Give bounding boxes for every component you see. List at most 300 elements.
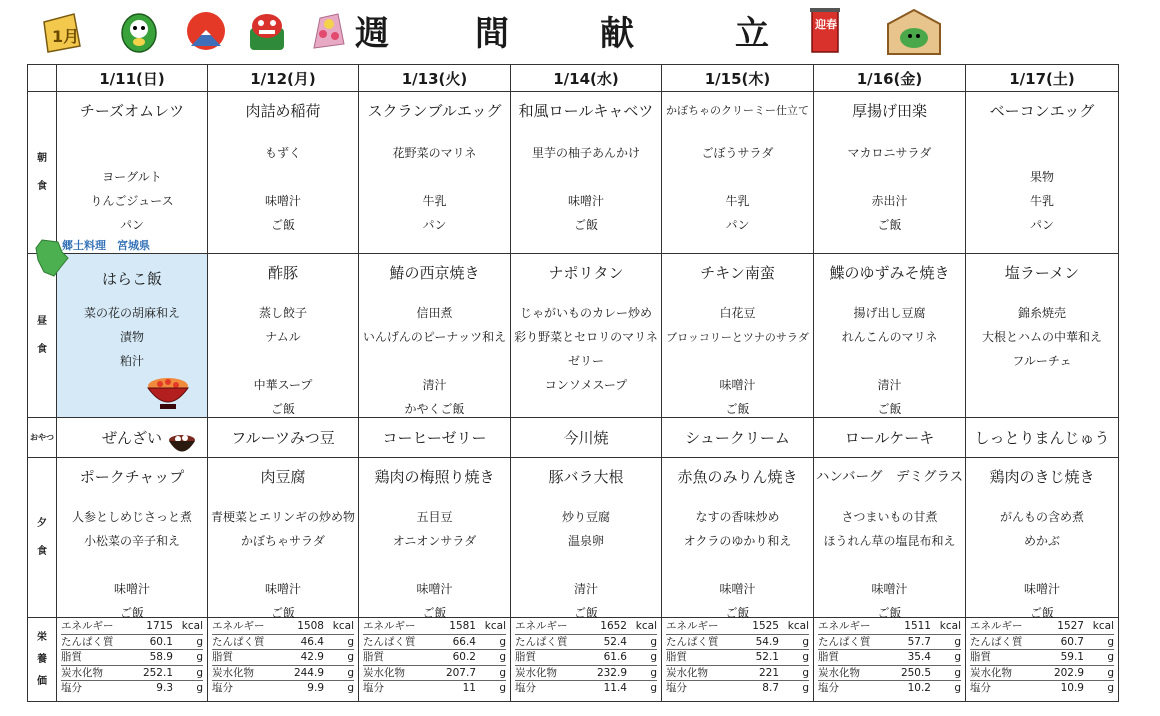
breakfast-side-dish: 牛乳 bbox=[422, 194, 447, 208]
nutrition-cell bbox=[662, 618, 814, 702]
dinner-cell bbox=[814, 458, 966, 618]
nutrition-unit: g bbox=[499, 682, 506, 695]
breakfast-side-dish: ご飯 bbox=[877, 218, 902, 232]
nutrition-cell bbox=[511, 618, 662, 702]
nutrition-value bbox=[301, 650, 354, 665]
nutrition-label-text: たんぱく質 bbox=[515, 635, 568, 648]
nutrition-value bbox=[156, 681, 203, 696]
lunch-cell bbox=[208, 254, 359, 418]
nutrition-value bbox=[752, 619, 809, 634]
breakfast-label: 朝 食 bbox=[28, 92, 57, 254]
nutrition-protein-row bbox=[363, 635, 506, 651]
nutrition-energy-row bbox=[363, 619, 506, 635]
breakfast-cell bbox=[359, 92, 511, 254]
nutrition-unit: kcal bbox=[635, 620, 657, 632]
lunch-side-dish: コンソメスープ bbox=[544, 378, 628, 392]
nutrition-protein-row bbox=[818, 635, 961, 651]
nutrition-salt-row bbox=[61, 681, 203, 696]
breakfast-cell bbox=[662, 92, 814, 254]
dinner-cell bbox=[208, 458, 359, 618]
nutrition-number: 202.9 bbox=[1053, 666, 1084, 679]
nutrition-value bbox=[301, 635, 354, 650]
dinner-side-dish: ご飯 bbox=[725, 606, 750, 620]
nutrition-label-text: 脂質 bbox=[61, 651, 82, 664]
breakfast-main-dish: 和風ロールキャベツ bbox=[518, 102, 654, 120]
breakfast-cell bbox=[511, 92, 662, 254]
nutrition-fat-row bbox=[212, 650, 354, 666]
nutrition-number: 221 bbox=[758, 666, 779, 679]
nutrition-value bbox=[446, 666, 506, 681]
nutrition-number: 59.1 bbox=[1060, 651, 1084, 664]
nutrition-carb-row bbox=[363, 666, 506, 682]
lunch-main-dish: 酢豚 bbox=[267, 264, 298, 282]
nutrition-label-text: 炭水化物 bbox=[818, 666, 860, 679]
breakfast-side-dish: ご飯 bbox=[573, 218, 598, 232]
header bbox=[0, 0, 1160, 64]
date-cell: 1/13(火) bbox=[359, 65, 511, 92]
nutrition-unit: g bbox=[650, 682, 657, 695]
lunch-main-dish: ナポリタン bbox=[548, 264, 624, 282]
breakfast-main-dish: スクランブルエッグ bbox=[367, 102, 502, 120]
nutrition-energy-row bbox=[212, 619, 354, 635]
snack-cell: ぜんざい bbox=[57, 418, 208, 458]
nutrition-fat-row bbox=[666, 650, 809, 666]
dinner-side-dish: ほうれん草の塩昆布和え bbox=[823, 534, 956, 548]
nutrition-number: 35.4 bbox=[907, 651, 931, 664]
nutrition-number: 60.1 bbox=[149, 635, 173, 648]
title-char: 週 bbox=[355, 14, 389, 54]
lunch-cell bbox=[359, 254, 511, 418]
nutrition-label-text: エネルギー bbox=[818, 620, 871, 632]
nutrition-label-text: 炭水化物 bbox=[515, 666, 557, 679]
nutrition-number: 66.4 bbox=[452, 635, 476, 648]
snack-cell: しっとりまんじゅう bbox=[966, 418, 1119, 458]
nutrition-value bbox=[597, 666, 657, 681]
nutrition-number: 1715 bbox=[146, 620, 173, 632]
lunch-side-dish: 錦糸焼売 bbox=[1017, 306, 1066, 320]
lunch-main-dish: 鰆の西京焼き bbox=[389, 264, 480, 282]
breakfast-main-dish: ベーコンエッグ bbox=[989, 102, 1095, 120]
nutrition-carb-row bbox=[970, 666, 1114, 682]
nutrition-number: 1511 bbox=[904, 620, 931, 632]
nutrition-fat-row bbox=[515, 650, 657, 666]
nutrition-number: 1525 bbox=[752, 620, 779, 632]
dinner-cell bbox=[57, 458, 208, 618]
snack-cell: ロールケーキ bbox=[814, 418, 966, 458]
nutrition-label-text: 炭水化物 bbox=[212, 666, 254, 679]
nutrition-fat-row bbox=[363, 650, 506, 666]
nutrition-label-text: たんぱく質 bbox=[61, 635, 114, 648]
nutrition-number: 46.4 bbox=[300, 635, 324, 648]
nutrition-unit: g bbox=[196, 682, 203, 695]
nutrition-energy-row bbox=[61, 619, 203, 635]
lunch-side-dish: 中華スープ bbox=[253, 378, 313, 392]
nutrition-salt-row bbox=[515, 681, 657, 696]
breakfast-side-dish: 里芋の柚子あんかけ bbox=[531, 146, 640, 160]
nutrition-unit: kcal bbox=[1092, 620, 1114, 632]
dinner-side-dish: 味噌汁 bbox=[871, 582, 908, 596]
breakfast-main-dish: 厚揚げ田楽 bbox=[851, 102, 927, 120]
dinner-side-dish: ご飯 bbox=[573, 606, 598, 620]
lunch-main-dish: はらこ飯 bbox=[101, 270, 162, 288]
nutrition-label-text: 脂質 bbox=[212, 651, 233, 664]
nutrition-value bbox=[143, 666, 203, 681]
nutrition-unit: g bbox=[347, 682, 354, 695]
nutrition-cell bbox=[359, 618, 511, 702]
dinner-main-dish: 豚バラ大根 bbox=[548, 468, 624, 486]
nutrition-number: 252.1 bbox=[142, 666, 173, 679]
nutrition-unit: g bbox=[802, 682, 809, 695]
nutrition-salt-row bbox=[666, 681, 809, 696]
nutrition-number: 42.9 bbox=[300, 651, 324, 664]
nutrition-label-text: たんぱく質 bbox=[363, 635, 416, 648]
nutrition-number: 244.9 bbox=[293, 666, 324, 679]
nutrition-label-text: 脂質 bbox=[363, 651, 384, 664]
dinner-cell bbox=[511, 458, 662, 618]
snack-cell: 今川焼 bbox=[511, 418, 662, 458]
nutrition-unit: g bbox=[347, 651, 354, 664]
nutrition-label-text: たんぱく質 bbox=[212, 635, 265, 648]
dinner-side-dish: がんもの含め煮 bbox=[999, 510, 1084, 524]
nutrition-fat-row bbox=[818, 650, 961, 666]
nutrition-value bbox=[453, 650, 506, 665]
calendar-icon bbox=[38, 8, 84, 54]
breakfast-side-dish: 牛乳 bbox=[1029, 194, 1054, 208]
nutrition-number: 10.9 bbox=[1060, 682, 1084, 695]
nutrition-value bbox=[463, 681, 506, 696]
nutrition-unit: g bbox=[1107, 651, 1114, 664]
lunch-side-dish: 蒸し餃子 bbox=[258, 306, 307, 320]
breakfast-side-dish: 花野菜のマリネ bbox=[392, 146, 477, 160]
breakfast-side-dish: マカロニサラダ bbox=[847, 146, 932, 160]
lunch-side-dish: 揚げ出し豆腐 bbox=[853, 306, 926, 320]
nutrition-energy-row bbox=[666, 619, 809, 635]
nutrition-label-text: 塩分 bbox=[515, 682, 536, 695]
lunch-side-dish: ご飯 bbox=[877, 402, 902, 416]
nutrition-unit: g bbox=[650, 635, 657, 648]
nutrition-number: 9.9 bbox=[307, 682, 324, 695]
dinner-side-dish: ご飯 bbox=[877, 606, 902, 620]
nutrition-number: 1527 bbox=[1057, 620, 1084, 632]
nutrition-unit: g bbox=[196, 635, 203, 648]
calendar-text: 1月 bbox=[52, 27, 80, 46]
date-cell: 1/11(日) bbox=[57, 65, 208, 92]
lunch-cell bbox=[814, 254, 966, 418]
dinner-side-dish: 味噌汁 bbox=[264, 582, 301, 596]
nutrition-fat-row bbox=[61, 650, 203, 666]
breakfast-side-dish: 果物 bbox=[1029, 170, 1054, 184]
ema-snake-icon bbox=[882, 6, 946, 58]
nutrition-value bbox=[908, 650, 961, 665]
nutrition-unit: g bbox=[1107, 635, 1114, 648]
nutrition-value bbox=[901, 666, 961, 681]
lunch-side-dish: フルーチェ bbox=[1012, 354, 1072, 368]
nutrition-unit: kcal bbox=[181, 620, 203, 632]
breakfast-side-dish: りんごジュース bbox=[90, 194, 174, 208]
date-cell: 1/16(金) bbox=[814, 65, 966, 92]
nutrition-number: 60.2 bbox=[452, 651, 476, 664]
nutrition-number: 57.7 bbox=[907, 635, 931, 648]
nutrition-label-text: 塩分 bbox=[818, 682, 839, 695]
nutrition-carb-row bbox=[818, 666, 961, 682]
lunch-side-dish: 菜の花の胡麻和え bbox=[83, 306, 180, 320]
nutrition-number: 60.7 bbox=[1060, 635, 1084, 648]
dinner-side-dish: ご飯 bbox=[119, 606, 144, 620]
dinner-side-dish: 小松菜の辛子和え bbox=[83, 534, 180, 548]
nutrition-value bbox=[908, 635, 961, 650]
snack-cell: フルーツみつ豆 bbox=[208, 418, 359, 458]
title-char: 献 bbox=[600, 14, 634, 54]
nutrition-unit: g bbox=[954, 635, 961, 648]
nutrition-value bbox=[453, 635, 506, 650]
dinner-main-dish: 赤魚のみりん焼き bbox=[677, 468, 798, 486]
nutrition-number: 232.9 bbox=[596, 666, 627, 679]
breakfast-side-dish: ご飯 bbox=[270, 218, 295, 232]
breakfast-main-dish: 肉詰め稲荷 bbox=[245, 102, 321, 120]
breakfast-side-dish: 赤出汁 bbox=[871, 194, 908, 208]
lunch-side-dish: 味噌汁 bbox=[719, 378, 756, 392]
nutrition-unit: g bbox=[802, 635, 809, 648]
breakfast-side-dish: パン bbox=[422, 218, 447, 232]
nutrition-value bbox=[908, 681, 961, 696]
nutrition-label-text: 炭水化物 bbox=[61, 666, 103, 679]
lunch-main-dish: 塩ラーメン bbox=[1004, 264, 1080, 282]
date-cell: 1/12(月) bbox=[208, 65, 359, 92]
nutrition-label-text: 塩分 bbox=[212, 682, 233, 695]
lunch-side-dish: ゼリー bbox=[567, 354, 604, 368]
nutrition-value bbox=[294, 666, 354, 681]
nutrition-energy-row bbox=[970, 619, 1114, 635]
lunch-side-dish: 漬物 bbox=[119, 330, 144, 344]
nutrition-number: 1508 bbox=[297, 620, 324, 632]
breakfast-side-dish: 牛乳 bbox=[725, 194, 750, 208]
nutrition-unit: g bbox=[802, 651, 809, 664]
nutrition-value bbox=[1061, 635, 1114, 650]
nutrition-value bbox=[1054, 666, 1114, 681]
dinner-side-dish: なすの香味炒め bbox=[695, 510, 780, 524]
nutrition-number: 1581 bbox=[449, 620, 476, 632]
nutrition-number: 250.5 bbox=[900, 666, 931, 679]
snack-label: おやつ bbox=[28, 418, 57, 458]
nutrition-value bbox=[756, 635, 809, 650]
nutrition-unit: g bbox=[1107, 682, 1114, 695]
nutrition-carb-row bbox=[61, 666, 203, 682]
nutrition-label-text: エネルギー bbox=[970, 620, 1023, 632]
nutrition-salt-row bbox=[212, 681, 354, 696]
breakfast-cell bbox=[814, 92, 966, 254]
nutrition-unit: g bbox=[499, 666, 506, 679]
lunch-label: 昼 食 bbox=[28, 254, 57, 418]
snack-cell: コーヒーゼリー bbox=[359, 418, 511, 458]
nutrition-cell bbox=[814, 618, 966, 702]
dinner-side-dish: 温泉卵 bbox=[567, 534, 604, 548]
breakfast-main-dish: かぼちゃのクリーミー仕立て bbox=[666, 104, 809, 117]
nutrition-value bbox=[604, 650, 657, 665]
lunch-cell bbox=[662, 254, 814, 418]
nutrition-label-text: エネルギー bbox=[61, 620, 114, 632]
nutrition-label-text: 塩分 bbox=[61, 682, 82, 695]
dinner-cell bbox=[966, 458, 1119, 618]
nutrition-label-text: エネルギー bbox=[515, 620, 568, 632]
nutrition-number: 54.9 bbox=[755, 635, 779, 648]
nutrition-value bbox=[600, 619, 657, 634]
lunch-side-dish: ブロッコリーとツナのサラダ bbox=[666, 331, 809, 344]
lunch-side-dish: ご飯 bbox=[725, 402, 750, 416]
nutrition-number: 52.1 bbox=[755, 651, 779, 664]
dinner-main-dish: ハンバーグ デミグラス bbox=[815, 469, 964, 485]
nutrition-fat-row bbox=[970, 650, 1114, 666]
nutrition-unit: kcal bbox=[939, 620, 961, 632]
lunch-side-dish: 信田煮 bbox=[416, 306, 453, 320]
nutrition-label-text: エネルギー bbox=[212, 620, 265, 632]
breakfast-side-dish: 味噌汁 bbox=[567, 194, 604, 208]
nutrition-value bbox=[759, 666, 809, 681]
nutrition-value bbox=[150, 650, 203, 665]
date-cell: 1/15(木) bbox=[662, 65, 814, 92]
nutrition-label-text: 炭水化物 bbox=[363, 666, 405, 679]
nutrition-label-text: 脂質 bbox=[818, 651, 839, 664]
lunch-side-dish: 大根とハムの中華和え bbox=[981, 330, 1102, 344]
nutrition-label-text: エネルギー bbox=[666, 620, 719, 632]
dinner-side-dish: ご飯 bbox=[1029, 606, 1054, 620]
title-char: 立 bbox=[735, 14, 769, 54]
nutrition-unit: kcal bbox=[484, 620, 506, 632]
nutrition-label-text: たんぱく質 bbox=[970, 635, 1023, 648]
lunch-main-dish: 鰈のゆずみそ焼き bbox=[829, 264, 950, 282]
snack-cell: シュークリーム bbox=[662, 418, 814, 458]
date-cell: 1/14(水) bbox=[511, 65, 662, 92]
nutrition-energy-row bbox=[515, 619, 657, 635]
lunch-side-dish: 清汁 bbox=[422, 378, 447, 392]
nutrition-value bbox=[449, 619, 506, 634]
breakfast-main-dish: チーズオムレツ bbox=[79, 102, 185, 120]
nutrition-unit: g bbox=[802, 666, 809, 679]
nutrition-label-text: 炭水化物 bbox=[970, 666, 1012, 679]
nutrition-number: 207.7 bbox=[445, 666, 476, 679]
nutrition-value bbox=[150, 635, 203, 650]
harako-meshi-bowl-icon bbox=[144, 368, 192, 412]
shishimai-icon bbox=[244, 8, 290, 54]
corner-cell bbox=[28, 65, 57, 92]
nutrition-unit: kcal bbox=[787, 620, 809, 632]
dinner-main-dish: 鶏肉の梅照り焼き bbox=[374, 468, 495, 486]
nutrition-value bbox=[762, 681, 809, 696]
breakfast-side-dish: パン bbox=[1029, 218, 1054, 232]
breakfast-cell bbox=[966, 92, 1119, 254]
nutrition-number: 58.9 bbox=[149, 651, 173, 664]
lunch-side-dish: 彩り野菜とセロリのマリネ bbox=[514, 330, 658, 344]
dinner-side-dish: 人参としめじさっと煮 bbox=[71, 510, 192, 524]
dinner-side-dish: オニオンサラダ bbox=[392, 534, 477, 548]
dinner-main-dish: 鶏肉のきじ焼き bbox=[989, 468, 1095, 486]
breakfast-side-dish: パン bbox=[725, 218, 750, 232]
nutrition-value bbox=[297, 619, 354, 634]
dinner-main-dish: 肉豆腐 bbox=[260, 468, 306, 486]
nutrition-protein-row bbox=[666, 635, 809, 651]
nutrition-number: 8.7 bbox=[762, 682, 779, 695]
dinner-side-dish: ご飯 bbox=[270, 606, 295, 620]
nutrition-label-text: たんぱく質 bbox=[666, 635, 719, 648]
nutrition-unit: g bbox=[954, 651, 961, 664]
nutrition-number: 1652 bbox=[600, 620, 627, 632]
nutrition-protein-row bbox=[970, 635, 1114, 651]
dinner-side-dish: 味噌汁 bbox=[113, 582, 150, 596]
nutrition-number: 61.6 bbox=[603, 651, 627, 664]
nutrition-label-text: 脂質 bbox=[666, 651, 687, 664]
breakfast-side-dish: もずく bbox=[264, 146, 301, 160]
lunch-main-dish: チキン南蛮 bbox=[700, 264, 775, 282]
nutrition-value bbox=[604, 681, 657, 696]
fuji-sun-icon bbox=[183, 8, 229, 54]
nutrition-salt-row bbox=[970, 681, 1114, 696]
nutrition-unit: g bbox=[347, 635, 354, 648]
nutrition-label-text: 脂質 bbox=[515, 651, 536, 664]
breakfast-row bbox=[28, 92, 1119, 254]
breakfast-side-dish: ごぼうサラダ bbox=[701, 146, 774, 160]
nutrition-salt-row bbox=[363, 681, 506, 696]
dinner-side-dish: かぼちゃサラダ bbox=[241, 534, 325, 548]
lunch-side-dish: れんこんのマリネ bbox=[841, 330, 938, 344]
nutrition-energy-row bbox=[818, 619, 961, 635]
nutrition-label: 栄 養 価 bbox=[28, 618, 57, 702]
dinner-side-dish: めかぶ bbox=[1023, 534, 1060, 548]
nutrition-number: 9.3 bbox=[156, 682, 173, 695]
nutrition-carb-row bbox=[666, 666, 809, 682]
nutrition-unit: g bbox=[196, 666, 203, 679]
nutrition-unit: g bbox=[499, 635, 506, 648]
dinner-main-dish: ポークチャップ bbox=[79, 468, 185, 486]
nutrition-protein-row bbox=[61, 635, 203, 651]
breakfast-side-dish: ヨーグルト bbox=[102, 170, 162, 184]
nutrition-unit: g bbox=[954, 666, 961, 679]
nutrition-value bbox=[1057, 619, 1114, 634]
dinner-label: 夕 食 bbox=[28, 458, 57, 618]
zenzai-bowl-icon bbox=[166, 428, 198, 460]
nutrition-number: 52.4 bbox=[603, 635, 627, 648]
nutrition-value bbox=[146, 619, 203, 634]
nutrition-number: 11.4 bbox=[603, 682, 627, 695]
breakfast-cell bbox=[208, 92, 359, 254]
breakfast-cell bbox=[57, 92, 208, 254]
new-year-banner-icon bbox=[798, 6, 852, 60]
local-cuisine-label: 郷土料理 宮城県 bbox=[62, 239, 150, 252]
plum-blossom-icon bbox=[306, 8, 352, 54]
banner-text: 迎春 bbox=[815, 18, 837, 31]
nutrition-unit: g bbox=[499, 651, 506, 664]
nutrition-unit: g bbox=[196, 651, 203, 664]
nutrition-value bbox=[307, 681, 354, 696]
dinner-side-dish: 五目豆 bbox=[416, 510, 453, 524]
nutrition-cell bbox=[208, 618, 359, 702]
nutrition-cell bbox=[966, 618, 1119, 702]
breakfast-side-dish: パン bbox=[119, 218, 144, 232]
dinner-side-dish: 味噌汁 bbox=[1023, 582, 1060, 596]
nutrition-value bbox=[604, 635, 657, 650]
nutrition-number: 11 bbox=[462, 682, 476, 695]
dinner-side-dish: 味噌汁 bbox=[416, 582, 453, 596]
lunch-side-dish: ナムル bbox=[265, 330, 301, 344]
nutrition-row bbox=[28, 618, 1119, 702]
nutrition-value bbox=[1061, 650, 1114, 665]
dinner-side-dish: 炒り豆腐 bbox=[561, 510, 610, 524]
nutrition-unit: kcal bbox=[332, 620, 354, 632]
dinner-side-dish: さつまいもの甘煮 bbox=[841, 510, 938, 524]
nutrition-value bbox=[756, 650, 809, 665]
date-cell: 1/17(土) bbox=[966, 65, 1119, 92]
dinner-cell bbox=[359, 458, 511, 618]
nutrition-value bbox=[904, 619, 961, 634]
nutrition-unit: g bbox=[954, 682, 961, 695]
